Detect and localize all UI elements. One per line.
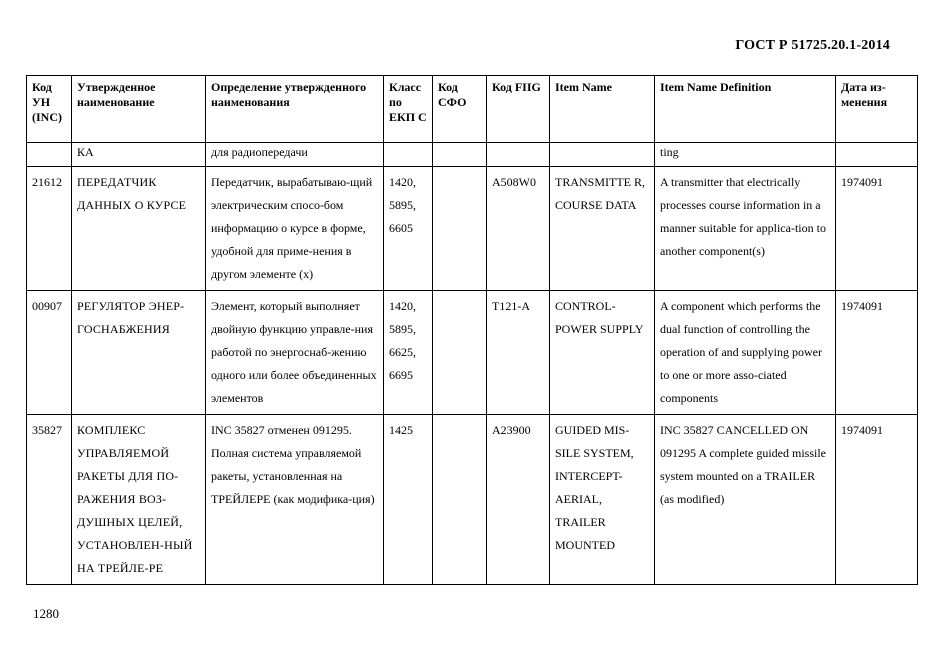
cell-date	[836, 143, 918, 167]
cell-date: 1974091	[836, 167, 918, 291]
page-number: 1280	[33, 606, 59, 621]
cell-item-def: A component which performs the dual function of controlling the operation of and supplying power to one or more asso-ciated components	[655, 291, 836, 415]
col-header-sfo: Код СФО	[433, 76, 487, 143]
col-header-item-name: Item Name	[550, 76, 655, 143]
cell-inc	[27, 143, 72, 167]
cell-class: 1420, 5895, 6625, 6695	[384, 291, 433, 415]
cell-sfo	[433, 167, 487, 291]
cell-date: 1974091	[836, 415, 918, 585]
cell-fiig	[487, 143, 550, 167]
table-row	[27, 167, 918, 291]
document-code: ГОСТ Р 51725.20.1-2014	[735, 38, 890, 53]
cell-sfo	[433, 415, 487, 585]
cell-item-name: CONTROL-POWER SUPPLY	[550, 291, 655, 415]
cell-definition: Элемент, который выполняет двойную функцию управле-ния работой по энергоснаб-жению одного или более объединенных элементов	[206, 291, 384, 415]
col-header-class: Класс по ЕКП С	[384, 76, 433, 143]
cell-date: 1974091	[836, 291, 918, 415]
table-row	[27, 415, 918, 585]
cell-fiig: A23900	[487, 415, 550, 585]
cell-name: ПЕРЕДАТЧИК ДАННЫХ О КУРСЕ	[72, 167, 206, 291]
col-header-fiig: Код FIIG	[487, 76, 550, 143]
table-row	[27, 291, 918, 415]
col-header-date: Дата из-менения	[836, 76, 918, 143]
cell-item-def: ting	[655, 143, 836, 167]
cell-item-def: INC 35827 CANCELLED ON 091295 A complete guided missile system mounted on a TRAILER (as modified)	[655, 415, 836, 585]
cell-name: РЕГУЛЯТОР ЭНЕР-ГОСНАБЖЕНИЯ	[72, 291, 206, 415]
cell-class: 1420, 5895, 6605	[384, 167, 433, 291]
cell-fiig: A508W0	[487, 167, 550, 291]
cell-item-name: GUIDED MIS-SILE SYSTEM, INTERCEPT-AERIAL, TRAILER MOUNTED	[550, 415, 655, 585]
col-header-item-def: Item Name Definition	[655, 76, 836, 143]
continuation-row	[27, 143, 918, 167]
col-header-name: Утвержденное наименование	[72, 76, 206, 143]
cell-definition: для радиопередачи	[206, 143, 384, 167]
header-row	[27, 76, 918, 143]
cell-sfo	[433, 143, 487, 167]
cell-item-def: A transmitter that electrically processes course information in a manner suitable for applica-tion to another component(s)	[655, 167, 836, 291]
cell-item-name: TRANSMITTE R, COURSE DATA	[550, 167, 655, 291]
cell-fiig: T121-A	[487, 291, 550, 415]
cell-class: 1425	[384, 415, 433, 585]
cell-item-name	[550, 143, 655, 167]
col-header-inc: Код УН (INC)	[27, 76, 72, 143]
cell-inc: 00907	[27, 291, 72, 415]
cell-name: КА	[72, 143, 206, 167]
col-header-definition: Определение утвержденного наименования	[206, 76, 384, 143]
cell-definition: Передатчик, вырабатываю-щий электрическим спосо-бом информацию о курсе в форме, удобной для приме-нения в другом элементе (х)	[206, 167, 384, 291]
data-table	[26, 75, 918, 585]
cell-inc: 21612	[27, 167, 72, 291]
cell-sfo	[433, 291, 487, 415]
cell-name: КОМПЛЕКС УПРАВЛЯЕМОЙ РАКЕТЫ ДЛЯ ПО-РАЖЕНИЯ ВОЗ-ДУШНЫХ ЦЕЛЕЙ, УСТАНОВЛЕН-НЫЙ НА ТРЕЙЛЕ-РЕ	[72, 415, 206, 585]
cell-class	[384, 143, 433, 167]
cell-inc: 35827	[27, 415, 72, 585]
cell-definition: INC 35827 отменен 091295. Полная система управляемой ракеты, установленная на ТРЕЙЛЕРЕ (как модифика-ция)	[206, 415, 384, 585]
